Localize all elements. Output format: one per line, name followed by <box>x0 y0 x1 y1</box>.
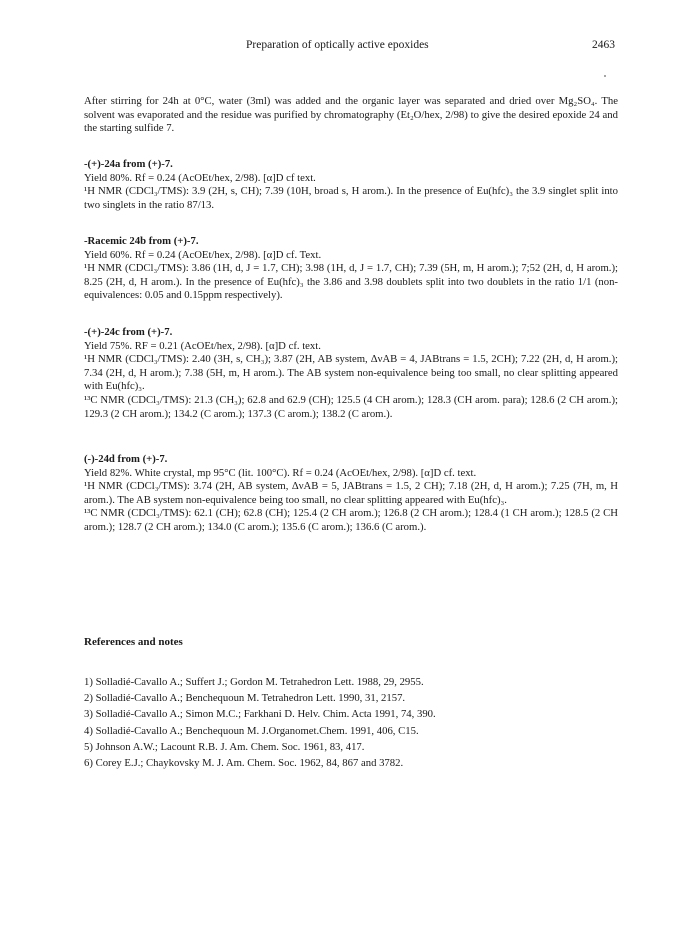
entry-line: ¹H NMR (CDCl₃/TMS): 3.9 (2H, s, CH); 7.39 (10H, broad s, H arom.). In the presence of Eu(hfc)₃ the 3.9 singlet split into two singlets in the ratio 87/13. <box>84 185 618 211</box>
reference-item: 2) Solladié-Cavallo A.; Benchequoun M. Tetrahedron Lett. 1990, 31, 2157. <box>84 692 406 705</box>
page-number: 2463 <box>592 39 615 51</box>
entry-line: ¹³C NMR (CDCl₃/TMS): 62.1 (CH); 62.8 (CH); 125.4 (2 CH arom.); 126.8 (2 CH arom.); 128.4 (1 CH arom.); 128.5 (2 CH arom.); 128.7 (2 CH arom.); 134.0 (C arom.); 135.6 (C arom.); 136.6 (C arom.). <box>84 507 618 533</box>
entry-line: ¹³C NMR (CDCl₃/TMS): 21.3 (CH₃); 62.8 and 62.9 (CH); 125.5 (4 CH arom.); 128.3 (CH arom. para); 128.6 (2 CH arom.); 129.3 (2 CH arom.); 134.2 (C arom.); 137.3 (C arom.); 138.2 (C arom.). <box>84 393 618 420</box>
reference-item: 1) Solladié-Cavallo A.; Suffert J.; Gordon M. Tetrahedron Lett. 1988, 29, 2955. <box>84 676 424 688</box>
entry-24d <box>84 453 618 535</box>
references-heading: References and notes <box>84 636 183 648</box>
reference-item: 5) Johnson A.W.; Lacount R.B. J. Am. Chem. Soc. 1961, 83, 417. <box>84 740 365 753</box>
entry-line: ¹H NMR (CDCl₃/TMS): 2.40 (3H, s, CH₃); 3.87 (2H, AB system, ΔνAB = 4, JABtrans = 1.5, 2CH); 7.22 (2H, d, H arom.); 7.34 (2H, d, H arom.); 7.38 (5H, m, H arom.). The AB system non-equivalence being too small, no clear splitting appeared with Eu(hfc)₃. <box>84 353 618 393</box>
speck-mark <box>604 75 606 77</box>
entry-line: ¹H NMR (CDCl₃/TMS): 3.86 (1H, d, J = 1.7, CH); 3.98 (1H, d, J = 1.7, CH); 7.39 (5H, m, H arom.); 7;52 (2H, d, H arom.); 8.25 (2H, d, H arom.). In the presence of Eu(hfc)₃ the 3.86 and 3.98 doublets split into two doublets in the ratio 1/1 (non-equivalences: 0.05 and 0.15ppm respectively). <box>84 262 618 302</box>
entry-heading: -(+)-24a from (+)-7. <box>84 158 173 170</box>
entry-line: Yield 75%. RF = 0.21 (AcOEt/hex, 2/98). [α]D cf. text. <box>84 339 321 352</box>
entry-24b <box>84 235 618 303</box>
entry-24a <box>84 158 618 212</box>
entry-heading: (-)-24d from (+)-7. <box>84 453 168 465</box>
reference-item: 3) Solladié-Cavallo A.; Simon M.C.; Farkhani D. Helv. Chim. Acta 1991, 74, 390. <box>84 708 436 721</box>
intro-text: After stirring for 24h at 0°C, water (3ml) was added and the organic layer was separated and dried over Mg₂SO₄. The solvent was evaporated and the residue was purified by chromatography (Et₂O/hex, 2/98) to give the desired epoxide 24 and the starting sulfide 7. <box>84 95 618 135</box>
reference-item: 4) Solladié-Cavallo A.; Benchequoun M. J.Organomet.Chem. 1991, 406, C15. <box>84 724 419 737</box>
entry-heading: -(+)-24c from (+)-7. <box>84 326 173 338</box>
references-list <box>84 674 624 771</box>
intro-paragraph <box>84 95 618 136</box>
entry-line: Yield 82%. White crystal, mp 95°C (lit. 100°C). Rf = 0.24 (AcOEt/hex, 2/98). [α]D cf. text. <box>84 466 477 479</box>
running-title: Preparation of optically active epoxides <box>246 39 429 51</box>
entry-line: ¹H NMR (CDCl₃/TMS): 3.74 (2H, AB system, ΔνAB = 5, JABtrans = 1.5, 2 CH); 7.18 (2H, d, H arom.); 7.25 (7H, m, H arom.). The AB system non-equivalence being too small, no clear splitting appeared with Eu(hfc)₃. <box>84 480 618 506</box>
reference-item: 6) Corey E.J.; Chaykovsky M. J. Am. Chem. Soc. 1962, 84, 867 and 3782. <box>84 757 404 770</box>
entry-line: Yield 60%. Rf = 0.24 (AcOEt/hex, 2/98). [α]D cf. Text. <box>84 248 322 261</box>
running-header <box>0 39 680 57</box>
entry-heading: -Racemic 24b from (+)-7. <box>84 235 199 247</box>
entry-line: Yield 80%. Rf = 0.24 (AcOEt/hex, 2/98). [α]D cf text. <box>84 171 316 184</box>
entry-24c <box>84 326 618 421</box>
